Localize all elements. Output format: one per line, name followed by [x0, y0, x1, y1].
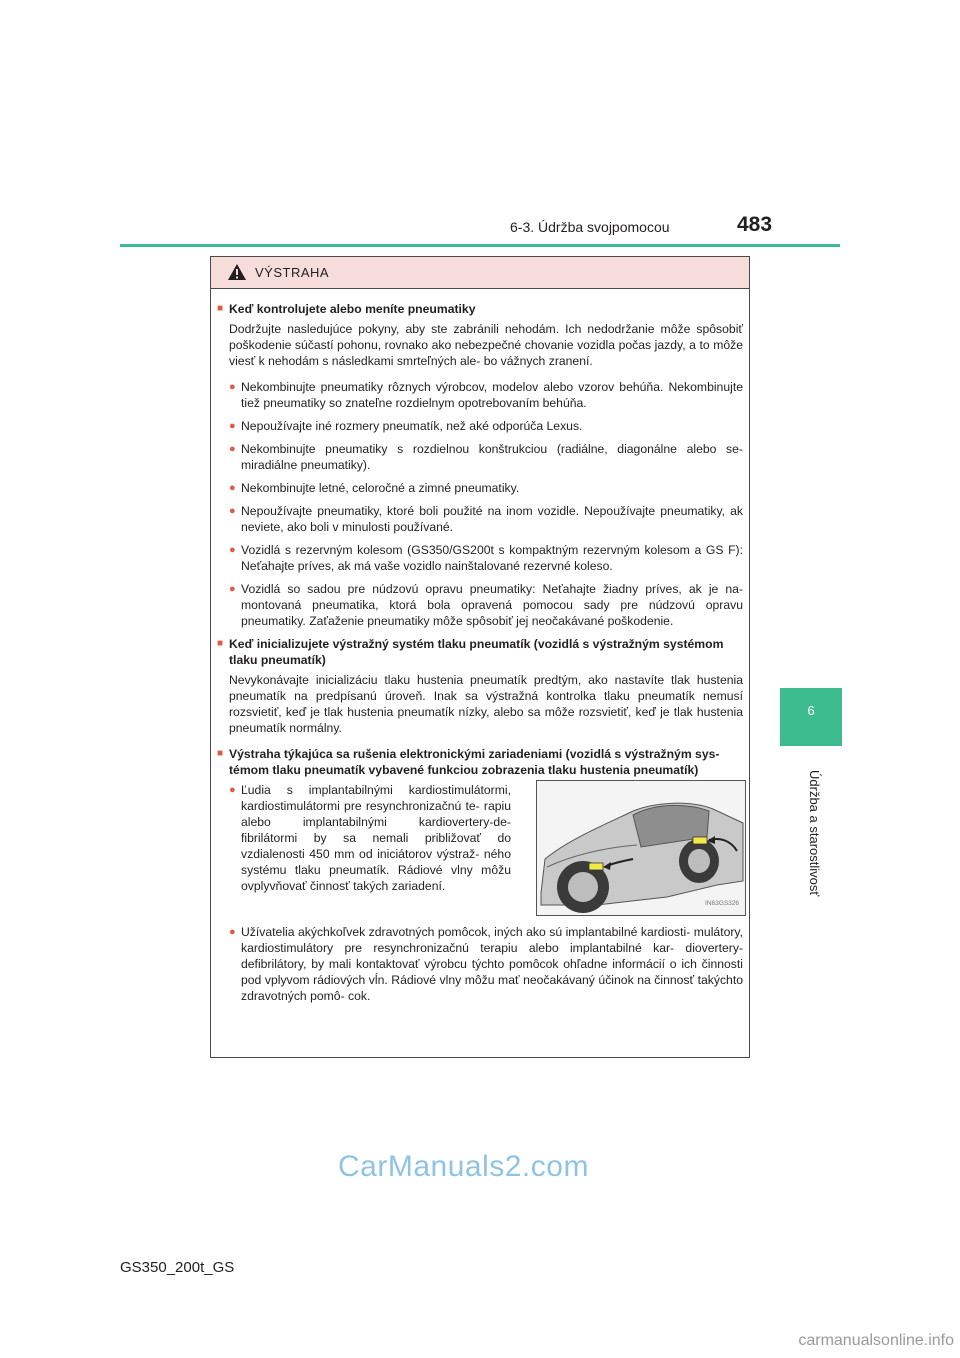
bullet-icon: ● [229, 926, 236, 938]
section-title: 6-3. Údržba svojpomocou [510, 219, 670, 235]
list-item: ● Nekombinujte letné, celoročné a zimné pneumatiky. [229, 481, 520, 495]
list-item: ● Nepoužívajte pneumatiky, ktoré boli použité na inom vozidle. Nepoužívajte pneumatiky, ak neviete, ako boli v minulosti používané. [229, 504, 743, 534]
section-paragraph: Nevykonávajte inicializáciu tlaku hustenia pneumatík predtým, ako nastavíte tlak hustenia pneumatík na predpísanú úroveň. Inak sa výstražná kontrolka tlaku pneumatík nemusí rozsvietiť, keď je tlak hustenia pneumatík nízky, alebo sa môže rozsvietiť, keď je tlak hustenia pneumatík normálny. [229, 673, 743, 735]
list-item: ● Užívatelia akýchkoľvek zdravotných pomôcok, iných ako sú implantabilné kardiosti- mulátory, kardiostimulátory pre resynchronizačnú terapiu alebo implantabilné kar- diovertery-defibrilátory, by mali kontaktovať výrobcu týchto pomôcok ohľadne informácií o ich činnosti pod vplyvom rádiových vĺn. Rádiové vlny môžu mať neočakávaný účinok na činnosť takýchto zdravotných pomô- cok. [229, 925, 743, 1003]
bullet-icon: ● [229, 784, 236, 796]
section-heading: ■ Výstraha týkajúca sa rušenia elektronickými zariadeniami (vozidlá s výstražným sys- témom tlaku pneumatík vybavené funkciou zobrazenia tlaku hustenia pneumatík) [217, 747, 720, 777]
section-heading: ■ Keď kontrolujete alebo meníte pneumatiky [217, 302, 476, 316]
bullet-icon: ● [229, 443, 236, 455]
square-bullet-icon: ■ [217, 303, 224, 314]
car-drawing [537, 781, 745, 915]
watermark-carmanuals2: CarManuals2.com [338, 1150, 589, 1183]
section-paragraph: Dodržujte nasledujúce pokyny, aby ste zabránili nehodám. Ich nedodržanie môže spôsobiť poškodenie súčastí pohonu, rovnako ako nebezpečné chovanie vozidla počas jazdy, a to môže viesť k nehodám s následkami smrteľných ale- bo vážnych zranení. [229, 322, 743, 368]
list-item: ● Vozidlá s rezervným kolesom (GS350/GS200t s kompaktným rezervným kolesom a GS F): Neťahajte príves, ak má vaše vozidlo nainštalované rezervné koleso. [229, 543, 743, 573]
figure-id: IN63GS326 [705, 900, 739, 907]
warning-box [210, 256, 750, 1058]
square-bullet-icon: ■ [217, 638, 224, 649]
square-bullet-icon: ■ [217, 748, 224, 759]
bullet-with-figure [217, 782, 743, 916]
bullet-icon: ● [229, 505, 236, 517]
list-item: ● Nekombinujte pneumatiky s rozdielnou konštrukciou (radiálne, diagonálne alebo se- miradiálne pneumatiky). [229, 442, 743, 472]
list-item: ● Ľudia s implantabilnými kardiostimulátormi, kardiostimulátormi pre resynchronizačnú te- rapiu alebo implantabilnými kardiovertery-de- fibrilátormi by sa nemali približovať do vzdialenosti 450 mm od iniciátorov výstraž- ného systému tlaku pneumatík. Rádiové vlny môžu ovplyvňovať činnosť takých zariadení. [229, 783, 511, 893]
list-item: ● Vozidlá so sadou pre núdzovú opravu pneumatiky: Neťahajte žiadny príves, ak je na- montovaná pneumatika, ktorá bola opravená pomocou sady pre núdzovú opravu pneumatiky. Zaťaženie pneumatiky môže spôsobiť jej neočakávané poškodenie. [229, 582, 743, 628]
bullet-icon: ● [229, 420, 236, 432]
watermark-carmanualsonline: carmanualsonline.info [798, 1332, 954, 1349]
list-item: ● Nepoužívajte iné rozmery pneumatík, než aké odporúča Lexus. [229, 419, 583, 433]
model-code: GS350_200t_GS [120, 1259, 235, 1276]
bullet-icon: ● [229, 583, 236, 595]
chapter-tab: 6 [780, 688, 842, 746]
car-illustration [536, 780, 746, 916]
bullet-icon: ● [229, 482, 236, 494]
bullet-icon: ● [229, 544, 236, 556]
page-number: 483 [737, 213, 773, 236]
warning-header [211, 257, 749, 289]
bullet-icon: ● [229, 381, 236, 393]
warning-title: VÝSTRAHA [255, 265, 330, 280]
warning-triangle-icon [227, 263, 247, 281]
header-rule [120, 244, 840, 247]
chapter-title: Údržba a starostlivosť [807, 770, 822, 897]
section-heading: ■ Keď inicializujete výstražný systém tlaku pneumatík (vozidlá s výstražným systémom tlaku pneumatík) [217, 637, 724, 667]
list-item: ● Nekombinujte pneumatiky rôznych výrobcov, modelov alebo vzorov behúňa. Nekombinujte tiež pneumatiky so znateľne rozdielnym opotrebovaním behúňa. [229, 380, 743, 410]
warning-content [217, 301, 743, 1011]
